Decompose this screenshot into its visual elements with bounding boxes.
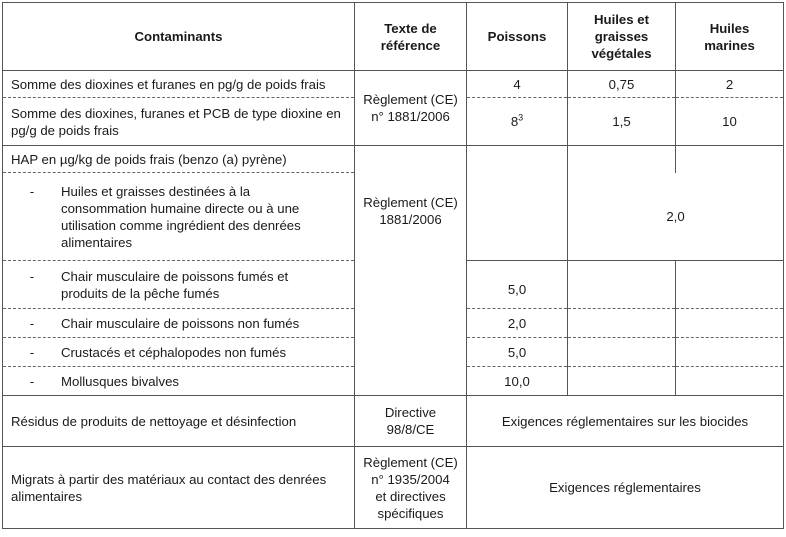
list-dash: - [29, 183, 35, 199]
residus-value: Exigences réglementaires sur les biocides [467, 396, 784, 447]
table-row [3, 396, 784, 447]
hap-poissons-fumes-vegetales [568, 261, 676, 309]
header-vegetales-line3: végétales [591, 46, 652, 61]
header-row [3, 3, 784, 71]
dioxines-row2-poissons-value: 8 [510, 114, 519, 129]
hap-item-huiles [3, 173, 355, 261]
migrats-ref-line4: spécifiques [377, 505, 444, 521]
hap-item-poissons-fumes [3, 261, 355, 309]
dioxines-row1-poissons: 4 [467, 71, 568, 98]
residus-ref-line2: 98/8/CE [386, 422, 435, 437]
hap-mollusques-value: 10,0 [467, 367, 568, 396]
header-poissons: Poissons [467, 3, 568, 71]
dioxines-row2-marines: 10 [676, 98, 784, 146]
migrats-ref-line1: Règlement (CE) [363, 454, 458, 470]
hap-poissons-fumes-value: 5,0 [467, 261, 568, 309]
header-contaminants: Contaminants [3, 3, 355, 71]
hap-ref-line1: Règlement (CE) [363, 194, 458, 210]
list-dash: - [29, 344, 35, 360]
hap-title-marines [676, 146, 784, 173]
hap-mollusques-vegetales [568, 367, 676, 396]
hap-item-mollusques [3, 367, 355, 396]
dioxines-ref-line1: Règlement (CE) [363, 92, 458, 107]
header-texte-reference [355, 3, 467, 71]
header-texte-line2: référence [380, 37, 441, 53]
hap-title-poissons [467, 146, 568, 173]
hap-ref-line2: 1881/2006 [379, 211, 442, 227]
hap-item-mollusques-label: Mollusques bivalves [61, 373, 180, 389]
dioxines-row2-poissons [467, 98, 568, 146]
hap-item-huiles-label: Huiles et graisses destinées à la consommation humaine directe ou à une utilisation comme ingrédient des denrées alimentaires [61, 183, 301, 250]
dioxines-row2-label: Somme des dioxines, furanes et PCB de type dioxine en pg/g de poids frais [3, 98, 355, 146]
header-huiles-vegetales [568, 3, 676, 71]
hap-title: HAP en µg/kg de poids frais (benzo (a) pyrène) [3, 146, 355, 173]
hap-crustaces-marines [676, 338, 784, 367]
migrats-label: Migrats à partir des matériaux au contact des denrées alimentaires [3, 447, 355, 529]
footnote-marker: 3 [518, 112, 524, 123]
migrats-ref-line3: et directives [375, 488, 446, 504]
hap-poissons-fumes-marines [676, 261, 784, 309]
table-row [3, 71, 784, 98]
hap-huiles-value: 2,0 [568, 173, 784, 261]
hap-huiles-poissons [467, 173, 568, 261]
dioxines-row1-marines: 2 [676, 71, 784, 98]
hap-item-poissons-fumes-label: Chair musculaire de poissons fumés et produits de la pêche fumés [61, 268, 289, 301]
migrats-reference [355, 447, 467, 529]
hap-poissons-non-fumes-vegetales [568, 309, 676, 338]
table-row [3, 447, 784, 529]
dioxines-ref-line2: n° 1881/2006 [371, 109, 450, 124]
dioxines-row2-vegetales: 1,5 [568, 98, 676, 146]
dioxines-row1-label: Somme des dioxines et furanes en pg/g de poids frais [3, 71, 355, 98]
residus-ref-line1: Directive [384, 405, 437, 420]
residus-label: Résidus de produits de nettoyage et désinfection [3, 396, 355, 447]
list-dash: - [29, 315, 35, 331]
list-dash: - [29, 268, 35, 284]
hap-item-crustaces [3, 338, 355, 367]
hap-crustaces-vegetales [568, 338, 676, 367]
dioxines-reference [355, 71, 467, 146]
header-vegetales-line1: Huiles et [594, 12, 649, 27]
hap-poissons-non-fumes-value: 2,0 [467, 309, 568, 338]
list-dash: - [29, 373, 35, 389]
hap-poissons-non-fumes-marines [676, 309, 784, 338]
migrats-value: Exigences réglementaires [467, 447, 784, 529]
contaminants-table [2, 2, 784, 529]
hap-mollusques-marines [676, 367, 784, 396]
hap-item-poissons-non-fumes [3, 309, 355, 338]
hap-title-vegetales [568, 146, 676, 173]
hap-item-poissons-non-fumes-label: Chair musculaire de poissons non fumés [61, 315, 300, 331]
residus-reference [355, 396, 467, 447]
header-marines-line2: marines [704, 37, 755, 53]
header-marines-line1: Huiles [709, 20, 750, 36]
hap-reference [355, 146, 467, 396]
header-texte-line1: Texte de [384, 20, 437, 36]
dioxines-row1-vegetales: 0,75 [568, 71, 676, 98]
hap-item-crustaces-label: Crustacés et céphalopodes non fumés [61, 344, 287, 360]
header-huiles-marines [676, 3, 784, 71]
header-vegetales-line2: graisses [594, 29, 649, 44]
hap-crustaces-value: 5,0 [467, 338, 568, 367]
table-row [3, 146, 784, 173]
migrats-ref-line2: n° 1935/2004 [371, 471, 450, 487]
